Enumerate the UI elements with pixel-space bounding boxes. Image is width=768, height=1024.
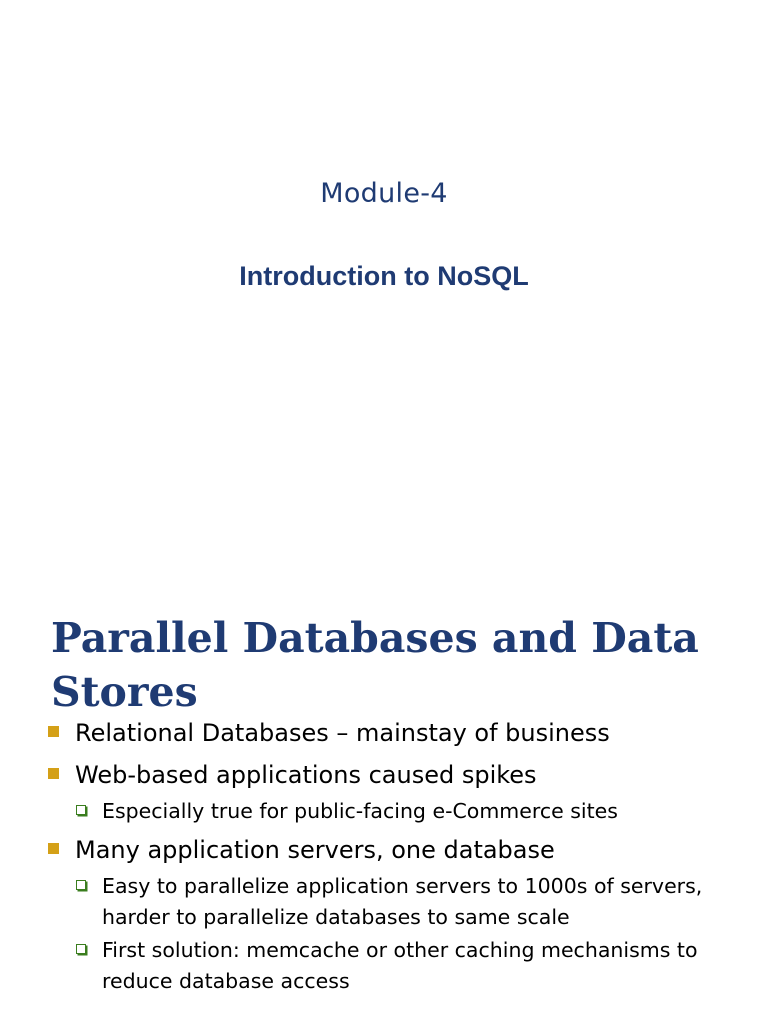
subbullet-square-icon <box>76 944 86 954</box>
bullet-item <box>46 760 746 790</box>
bullet-item <box>46 835 746 865</box>
subbullet-item <box>46 796 746 827</box>
subbullet-square-icon <box>76 805 86 815</box>
bullet-list <box>46 718 746 1005</box>
module-subtitle: Introduction to NoSQL <box>239 261 529 291</box>
bullet-item <box>46 718 746 748</box>
bullet-text: Web-based applications caused spikes <box>75 761 537 789</box>
bullet-square-icon <box>48 843 59 854</box>
subbullet-square-icon <box>76 880 86 890</box>
bullet-text: Many application servers, one database <box>75 836 555 864</box>
subbullet-item <box>46 871 746 933</box>
slide-2 <box>0 560 768 1024</box>
subbullet-item <box>46 935 746 997</box>
bullet-text: Relational Databases – mainstay of business <box>75 719 610 747</box>
slide-title: Parallel Databases and Data Stores <box>51 614 699 716</box>
bullet-square-icon <box>48 768 59 779</box>
subbullet-text: First solution: memcache or other caching mechanisms to reduce database access <box>102 938 698 993</box>
module-title: Module-4 <box>320 178 448 209</box>
subbullet-text: Especially true for public-facing e-Commerce sites <box>102 799 618 823</box>
bullet-square-icon <box>48 726 59 737</box>
subbullet-text: Easy to parallelize application servers to 1000s of servers, harder to parallelize databases to same scale <box>102 874 703 929</box>
